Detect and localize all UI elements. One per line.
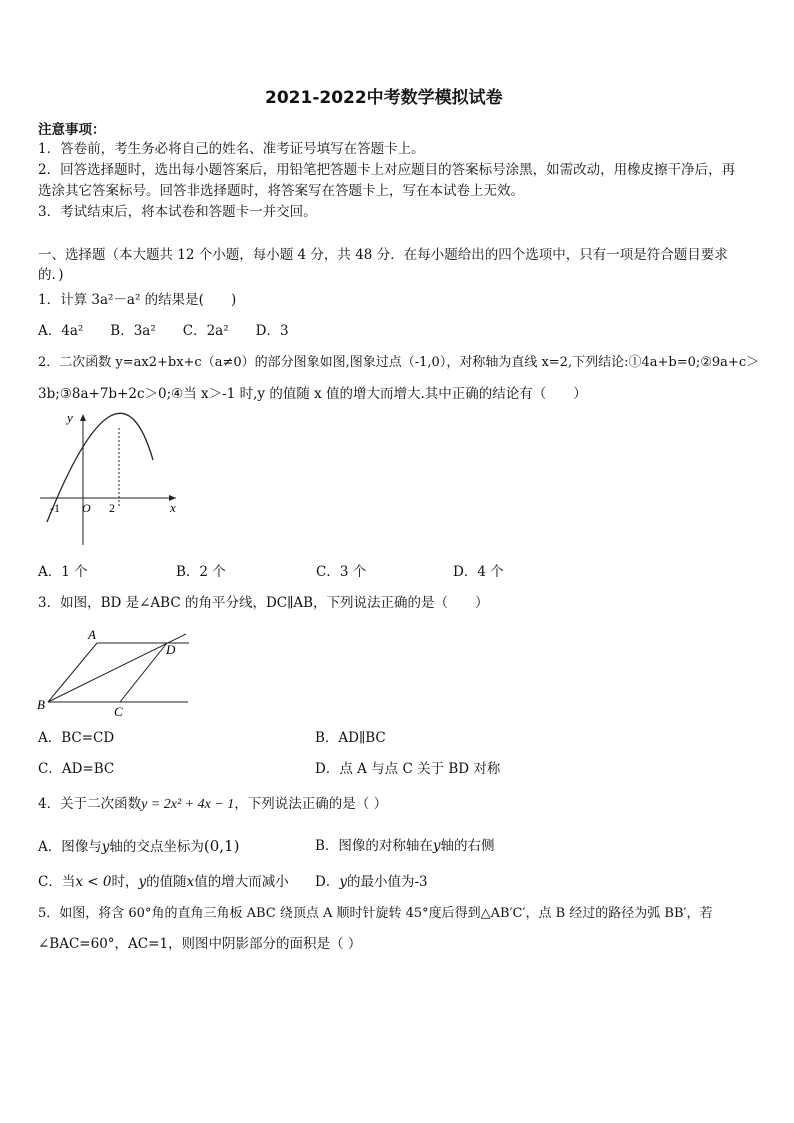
q4-option-d-post: 的最小值为-3 bbox=[346, 874, 428, 890]
q3-option-a: A．BC=CD bbox=[38, 730, 115, 746]
q4-option-a-mid: 轴的交点坐标为 bbox=[109, 839, 204, 855]
q4-option-c-cond: x < 0 bbox=[75, 874, 112, 890]
notes-line-2a: 2．回答选择题时，选出每小题答案后，用铅笔把答题卡上对应题目的答案标号涂黑，如需改动，用橡皮擦干净后，再 bbox=[38, 162, 736, 178]
q4-option-c-mid1: 时， bbox=[111, 874, 139, 890]
q3-stem: 3．如图，BD 是∠ABC 的角平分线，DC∥AB，下列说法正确的是（ ） bbox=[38, 595, 489, 611]
y-axis-label: y bbox=[67, 410, 73, 425]
q2-option-b: B．2 个 bbox=[176, 564, 226, 580]
q4-option-a-pre: A．图像与 bbox=[38, 839, 102, 855]
q4-option-b-post: 轴的右侧 bbox=[440, 838, 495, 854]
q4-option-c bbox=[38, 873, 289, 891]
q4-option-c-y: y bbox=[138, 874, 147, 890]
q4-stem bbox=[38, 795, 387, 814]
section-heading-b: 的．) bbox=[38, 267, 64, 283]
q3-option-d: D．点 A 与点 C 关于 BD 对称 bbox=[315, 761, 501, 777]
notes-line-1: 1．答卷前，考生务必将自己的姓名、准考证号填写在答题卡上。 bbox=[38, 141, 425, 157]
q4-option-c-x: x bbox=[186, 874, 195, 890]
point-B-label: B bbox=[37, 697, 45, 712]
parabola-curve bbox=[47, 413, 153, 522]
segment-DC bbox=[120, 643, 167, 702]
q2-stem-a: 2．二次函数 y=ax2+bx+c（a≠0）的部分图象如图,图象过点（-1,0），对称轴为直线 x=2,下列结论:①4a+b=0;②9a+c＞ bbox=[38, 355, 760, 370]
q2-option-d: D．4 个 bbox=[453, 564, 504, 580]
q4-option-a-coord: (0,1) bbox=[203, 837, 240, 855]
q4-option-a-var: y bbox=[101, 839, 110, 855]
q4-option-b-pre: B．图像的对称轴在 bbox=[315, 838, 433, 854]
q2-stem-b: 3b;③8a+7b+2c＞0;④当 x＞-1 时,y 的值随 x 值的增大而增大.其中正确的结论有（ ） bbox=[38, 386, 587, 402]
segment-AB bbox=[48, 643, 97, 702]
q3-parallelogram-figure bbox=[34, 622, 190, 720]
origin-label: O bbox=[82, 501, 91, 515]
q1-options: A．4a² B．3a² C．2a² D．3 bbox=[38, 323, 289, 339]
q2-option-c: C．3 个 bbox=[316, 564, 367, 580]
q4-option-c-mid2: 的值随 bbox=[146, 874, 187, 890]
q4-stem-pre: 4．关于二次函数 bbox=[38, 796, 142, 812]
q4-stem-post: ，下列说法正确的是（ ） bbox=[234, 796, 388, 812]
point-D-label: D bbox=[166, 642, 176, 657]
notes-line-3: 3．考试结束后，将本试卷和答题卡一并交回。 bbox=[38, 204, 317, 220]
q1-stem: 1．计算 3a²－a² 的结果是( ) bbox=[38, 292, 237, 308]
tick-label-2: 2 bbox=[109, 501, 115, 515]
y-axis-arrow bbox=[80, 414, 86, 421]
notes-line-2b: 选涂其它答案标号。回答非选择题时，将答案写在答题卡上，写在本试卷上无效。 bbox=[38, 183, 524, 199]
q5-stem-a: 5．如图，将含 60°角的直角三角板 ABC 绕顶点 A 顺时针旋转 45°度后得到△AB′C′，点 B 经过的路径为弧 BB′，若 bbox=[38, 906, 713, 921]
notes-heading: 注意事项： bbox=[38, 122, 106, 138]
q3-option-c: C．AD=BC bbox=[38, 761, 115, 777]
q4-option-b bbox=[315, 837, 495, 855]
point-C-label: C bbox=[114, 704, 123, 719]
x-axis-label: x bbox=[170, 500, 176, 515]
q4-formula: y = 2x² + 4x − 1 bbox=[141, 797, 235, 812]
q3-option-b: B．AD∥BC bbox=[315, 730, 386, 746]
q4-option-b-var: y bbox=[432, 838, 441, 854]
q4-option-d-pre: D． bbox=[315, 874, 340, 890]
q4-option-c-pre: C．当 bbox=[38, 874, 76, 890]
section-heading-a: 一、选择题（本大题共 12 个小题，每小题 4 分，共 48 分．在每小题给出的四个选项中，只有一项是符合题目要求 bbox=[38, 247, 728, 263]
q4-option-a bbox=[38, 837, 239, 856]
q4-option-c-post: 值的增大而减小 bbox=[194, 874, 289, 890]
q4-option-d-y: y bbox=[339, 874, 347, 890]
q4-option-d bbox=[315, 873, 428, 891]
q5-stem-b: ∠BAC=60°，AC=1，则图中阴影部分的面积是（ ） bbox=[38, 936, 362, 952]
page-title: 2021-2022中考数学模拟试卷 bbox=[265, 88, 503, 108]
point-A-label: A bbox=[88, 627, 96, 642]
q2-parabola-figure bbox=[36, 410, 186, 550]
q2-option-a: A．1 个 bbox=[38, 564, 88, 580]
tick-label-neg1: -1 bbox=[50, 501, 60, 515]
